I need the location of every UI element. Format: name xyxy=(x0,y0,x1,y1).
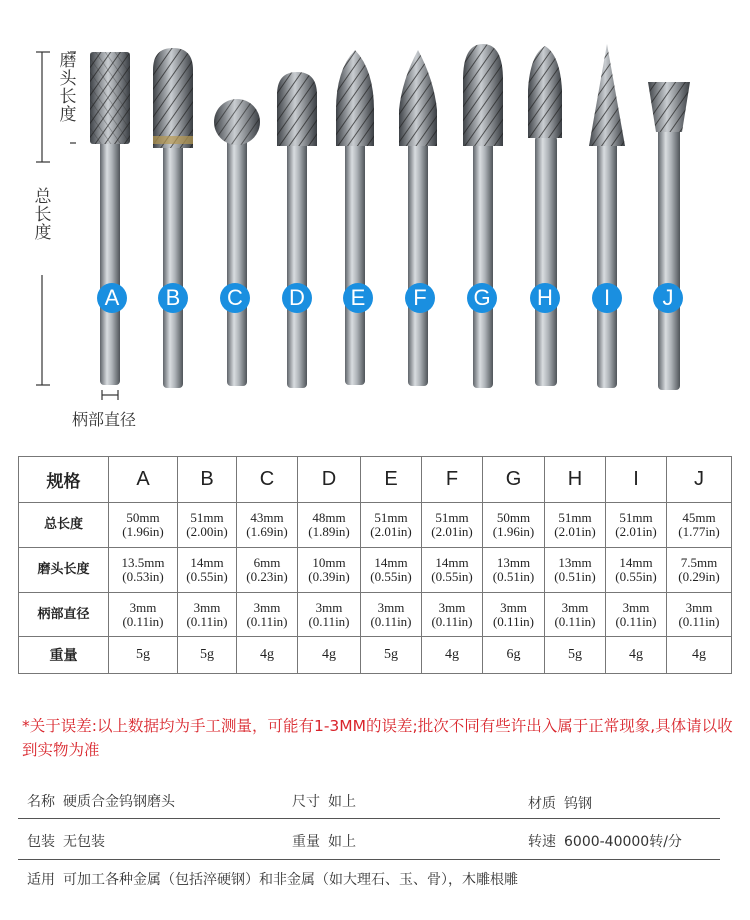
row-label: 总长度 xyxy=(19,503,109,548)
table-cell: 14mm (0.55in) xyxy=(178,548,237,593)
badge-f: F xyxy=(405,283,435,313)
table-cell: 5g xyxy=(109,637,178,674)
burr-a xyxy=(90,52,130,385)
table-cell: 3mm (0.11in) xyxy=(545,593,606,637)
burr-g xyxy=(463,44,503,388)
info-size: 尺寸 如上 xyxy=(292,794,356,810)
table-cell: 5g xyxy=(178,637,237,674)
table-cell: 4g xyxy=(422,637,483,674)
row-label: 柄部直径 xyxy=(19,593,109,637)
table-cell: 4g xyxy=(667,637,732,674)
divider xyxy=(18,859,720,860)
burr-d xyxy=(277,72,317,388)
burr-i xyxy=(589,44,625,388)
info-packaging: 包装 无包装 xyxy=(27,834,105,850)
badge-g: G xyxy=(467,283,497,313)
table-cell: 13mm (0.51in) xyxy=(483,548,545,593)
table-row-shank-diameter xyxy=(19,593,732,637)
table-cell: 5g xyxy=(545,637,606,674)
burr-b xyxy=(153,48,193,388)
info-weight: 重量 如上 xyxy=(292,834,356,850)
info-name: 名称 硬质合金钨钢磨头 xyxy=(27,794,175,810)
row-label: 磨头长度 xyxy=(19,548,109,593)
info-material: 材质 钨钢 xyxy=(528,796,592,812)
column-header: C xyxy=(237,457,298,503)
table-cell: 3mm (0.11in) xyxy=(178,593,237,637)
total-length-label: 总长度 xyxy=(34,187,52,243)
badge-a: A xyxy=(97,283,127,313)
total-length-dimension xyxy=(36,275,50,385)
column-header: E xyxy=(361,457,422,503)
badge-i: I xyxy=(592,283,622,313)
table-cell: 4g xyxy=(606,637,667,674)
head-length-label: 磨头长度 xyxy=(59,51,77,125)
spec-table xyxy=(18,456,732,674)
burr-f xyxy=(399,50,437,386)
table-cell: 51mm (2.01in) xyxy=(545,503,606,548)
table-cell: 10mm (0.39in) xyxy=(298,548,361,593)
badge-b: B xyxy=(158,283,188,313)
badge-h: H xyxy=(530,283,560,313)
table-cell: 48mm (1.89in) xyxy=(298,503,361,548)
table-row-total-length xyxy=(19,503,732,548)
table-cell: 51mm (2.01in) xyxy=(606,503,667,548)
table-cell: 3mm (0.11in) xyxy=(298,593,361,637)
table-cell: 51mm (2.00in) xyxy=(178,503,237,548)
burr-c xyxy=(214,99,260,386)
table-cell: 13mm (0.51in) xyxy=(545,548,606,593)
table-cell: 3mm (0.11in) xyxy=(237,593,298,637)
table-cell: 3mm (0.11in) xyxy=(109,593,178,637)
table-cell: 4g xyxy=(237,637,298,674)
table-cell: 3mm (0.11in) xyxy=(422,593,483,637)
table-cell: 3mm (0.11in) xyxy=(361,593,422,637)
divider xyxy=(18,818,720,819)
badge-e: E xyxy=(343,283,373,313)
table-cell: 3mm (0.11in) xyxy=(667,593,732,637)
table-cell: 13.5mm (0.53in) xyxy=(109,548,178,593)
table-cell: 14mm (0.55in) xyxy=(606,548,667,593)
table-cell: 51mm (2.01in) xyxy=(361,503,422,548)
column-header: H xyxy=(545,457,606,503)
badge-d: D xyxy=(282,283,312,313)
table-cell: 14mm (0.55in) xyxy=(361,548,422,593)
table-header-row xyxy=(19,457,732,503)
table-cell: 6g xyxy=(483,637,545,674)
table-header-label: 规格 xyxy=(19,457,109,503)
table-cell: 50mm (1.96in) xyxy=(109,503,178,548)
table-cell: 7.5mm (0.29in) xyxy=(667,548,732,593)
table-cell: 5g xyxy=(361,637,422,674)
table-cell: 43mm (1.69in) xyxy=(237,503,298,548)
table-cell: 6mm (0.23in) xyxy=(237,548,298,593)
info-application: 适用 可加工各种金属（包括淬硬钢）和非金属（如大理石、玉、骨），木雕根雕 xyxy=(27,872,518,888)
error-note: *关于误差:以上数据均为手工测量，可能有1-3MM的误差;批次不同有些许出入属于正常现象,具体请以收到实物为准 xyxy=(22,717,733,759)
table-row-head-length xyxy=(19,548,732,593)
shank-diameter-label: 柄部直径 xyxy=(72,410,137,429)
table-cell: 45mm (1.77in) xyxy=(667,503,732,548)
burr-e xyxy=(336,50,374,385)
table-cell: 3mm (0.11in) xyxy=(606,593,667,637)
burr-h xyxy=(528,46,562,386)
column-header: D xyxy=(298,457,361,503)
shank-diameter-dimension xyxy=(102,390,118,400)
table-cell: 50mm (1.96in) xyxy=(483,503,545,548)
column-header: A xyxy=(109,457,178,503)
column-header: I xyxy=(606,457,667,503)
product-photo xyxy=(0,0,750,440)
column-header: F xyxy=(422,457,483,503)
column-header: B xyxy=(178,457,237,503)
column-header: J xyxy=(667,457,732,503)
column-header: G xyxy=(483,457,545,503)
info-speed: 转速 6000-40000转/分 xyxy=(528,834,682,850)
table-cell: 14mm (0.55in) xyxy=(422,548,483,593)
badge-j: J xyxy=(653,283,683,313)
badge-c: C xyxy=(220,283,250,313)
table-row-weight xyxy=(19,637,732,674)
table-cell: 3mm (0.11in) xyxy=(483,593,545,637)
table-cell: 51mm (2.01in) xyxy=(422,503,483,548)
table-cell: 4g xyxy=(298,637,361,674)
burr-j xyxy=(648,82,690,390)
row-label: 重量 xyxy=(19,637,109,674)
